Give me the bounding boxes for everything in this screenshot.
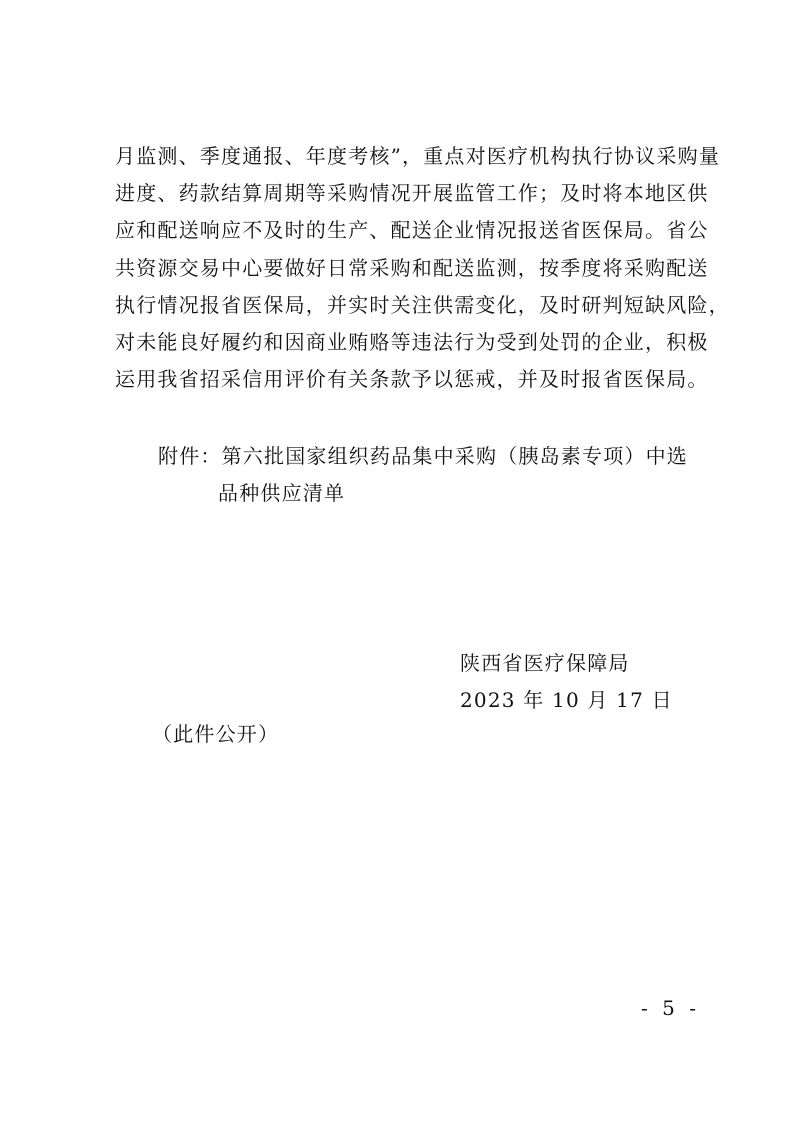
- body-line: 运用我省招采信用评价有关条款予以惩戒，并及时报省医保局。: [115, 367, 709, 392]
- attachment-title-continued: 品种供应清单: [218, 481, 346, 505]
- issue-date: 2023 年 10 月 17 日: [460, 688, 673, 712]
- attachment-note: [158, 438, 698, 512]
- body-line: 对未能良好履约和因商业贿赂等违法行为受到处罚的企业，积极: [115, 329, 709, 354]
- signature-block: [460, 645, 673, 719]
- body-line: 月监测、季度通报、年度考核”，重点对医疗机构执行协议采购量: [115, 144, 721, 168]
- attachment-title: 附件：第六批国家组织药品集中采购（胰岛素专项）中选: [158, 444, 688, 468]
- body-line: 应和配送响应不及时的生产、配送企业情况报送省医保局。省公: [115, 218, 709, 243]
- disclosure-note: （此件公开）: [152, 722, 280, 746]
- page-number: - 5 -: [641, 996, 700, 1020]
- issuer-name: 陕西省医疗保障局: [460, 651, 630, 675]
- body-line: 共资源交易中心要做好日常采购和配送监测，按季度将采购配送: [115, 255, 709, 280]
- body-line: 执行情况报省医保局，并实时关注供需变化，及时研判短缺风险，: [115, 292, 730, 317]
- body-line: 进度、药款结算周期等采购情况开展监管工作；及时将本地区供: [115, 181, 709, 206]
- body-paragraph: [115, 138, 730, 398]
